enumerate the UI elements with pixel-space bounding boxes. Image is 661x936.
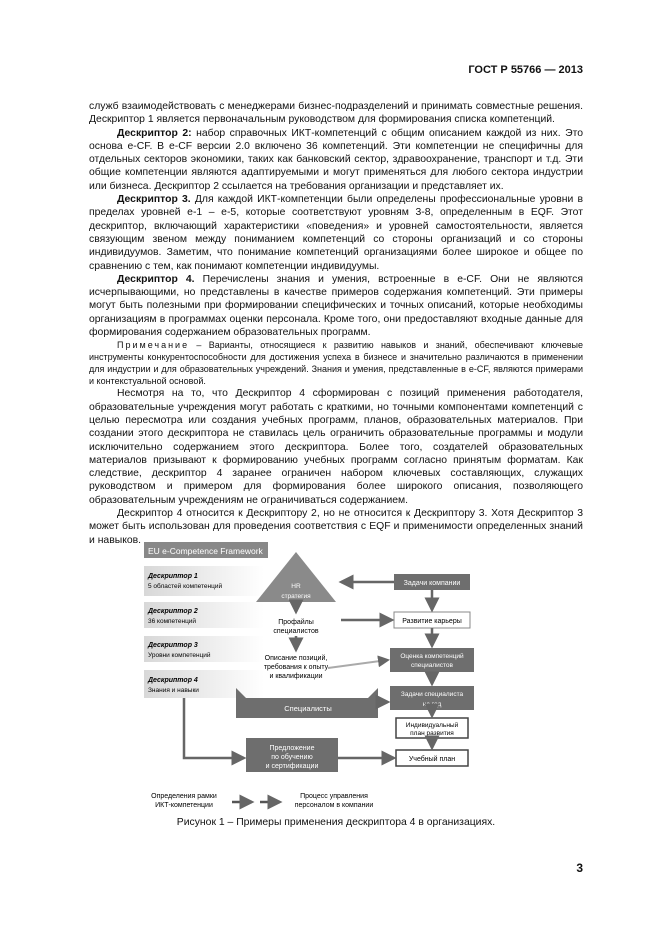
specialists-label: Специалисты xyxy=(284,704,332,713)
assessment-link-arrow xyxy=(328,660,388,668)
assessment-line-1: Оценка компетенций xyxy=(400,653,464,660)
descriptor-3-title: Дескриптор 3. xyxy=(117,194,191,206)
descriptor-4-title: Дескриптор 4 xyxy=(148,677,198,684)
offer-line-2: по обучению xyxy=(271,754,313,761)
description-line-3: и квалификации xyxy=(269,673,323,680)
descriptor-3-title: Дескриптор 3 xyxy=(148,642,198,649)
individual-plan-line-2: план развития xyxy=(410,730,454,737)
page-number: 3 xyxy=(576,861,583,875)
legend-left-2: ИКТ-компетенции xyxy=(155,802,213,809)
individual-plan-line-1: Индивидуальный xyxy=(405,722,459,729)
descriptor-2-sub: 36 компетенций xyxy=(148,618,197,625)
career-label: Развитие карьеры xyxy=(402,618,462,625)
figure-caption: Рисунок 1 – Примеры применения дескриптора 4 в организациях. xyxy=(176,817,496,828)
descriptor-2-title: Дескриптор 2 xyxy=(148,608,198,615)
paragraph-6: Дескриптор 4 относится к Дескриптору 2, но не относится к Дескриптору 3. Хотя Дескриптор 3 может быть использован для проведения соответствия с EQF и применимости определенных знаний и навыков. xyxy=(89,508,583,546)
profiles-label-2: специалистов xyxy=(273,628,319,635)
offer-line-3: и сертификации xyxy=(265,763,319,770)
study-plan-label: Учебный план xyxy=(408,756,456,763)
note-text: – Варианты, относящиеся к развитию навыков и знаний, обеспечивают ключевые инструменты конкурентоспособности для достижения успеха в бизнесе и значительно различаются в применении для индустрии и для образовательных учреждений. Знания и умения, представленные в e-CF, являются примерами и контекстуальной основой. xyxy=(89,340,583,387)
description-line-1: Описание позиций, xyxy=(264,655,328,662)
specialist-tasks-line-2: на год xyxy=(422,701,442,708)
descriptor-2-title: Дескриптор 2: xyxy=(117,127,192,139)
framework-title: EU e-Competence Framework xyxy=(148,546,263,556)
profiles-label: Профайлы xyxy=(278,619,314,626)
descriptor-3-sub: Уровни компетенций xyxy=(148,652,211,659)
company-tasks-label: Задачи компании xyxy=(403,580,461,587)
descriptor-2-text: набор справочных ИКТ-компетенций с общим описанием каждой из них. Это основа e-CF. В e-CF версии 2.0 включено 36 компетенций. Эти компетенции не специфичны для отдельных секторов экономики, таких как банковский сектор, здравоохранение, транспорт и т.д. Эти общие компетенции являются адаптируемыми и могут применяться для любого сектора индустрии или бизнеса. Дескриптор 2 ссылается на требования организации и представляет их. xyxy=(89,127,583,192)
assessment-line-2: специалистов xyxy=(411,662,453,669)
description-line-2: требования к опыту xyxy=(263,664,329,671)
descriptor-1-band xyxy=(144,566,264,596)
specialist-tasks-line-1: Задачи специалиста xyxy=(400,691,464,698)
note-paragraph xyxy=(89,339,583,387)
offer-line-1: Предложение xyxy=(269,745,315,752)
descriptor-4-text: Перечислены знания и умения, встроенные в e-CF. Они не являются исчерпывающими, но представлены в качестве примеров содержания компетенций. Эти примеры могут быть полезными при формировании специфических и точных описаний, которые необходимы организациям в программах оценки персонала. Кроме того, они предоставляют входные данные для формирования содержанием образовательных программ. xyxy=(89,273,583,339)
paragraph-descriptor-2 xyxy=(89,127,583,193)
hr-label: HR xyxy=(291,583,301,590)
paragraph-5: Несмотря на то, что Дескриптор 4 сформирован с позиций применения работодателя, образовательные учреждения могут работать с краткими, но точными компонентами компетенций с целью пересмотра или создания учебных программ, планов, образовательных материалов. При создании этого дескриптора не ставилась цель ограничить образовательные программы и модули исключительно содержанием этого дескриптора. Более того, создателей образовательных материалов призывают к формированию учебных программ согласно принятым форматам. Как следствие, дескриптор 4 заранее ограничен набором ключевых составляющих, служащих руководством и примером для формирования более широкого описания, позволяющего образовательным учреждениям не ограничиваться содержанием. xyxy=(89,388,583,506)
descriptor-4-sub: Знания и навыки xyxy=(148,687,199,694)
descriptor-4-title: Дескриптор 4. xyxy=(117,273,195,285)
body-text xyxy=(89,100,583,547)
descriptor-1-sub: 5 областей компетенций xyxy=(148,583,223,590)
note-label: Примечание xyxy=(117,340,190,351)
legend-right-2: персоналом в компании xyxy=(294,802,374,809)
paragraph-descriptor-3 xyxy=(89,193,583,273)
paragraph-1: служб взаимодействовать с менеджерами бизнес-подразделений и принимать совместные решения. Дескриптор 1 является первоначальным руководством для формирования списка компетенций. xyxy=(89,101,583,126)
figure-diagram xyxy=(136,540,526,832)
paragraph-descriptor-4 xyxy=(89,273,583,339)
document-header: ГОСТ Р 55766 — 2013 xyxy=(468,64,583,76)
hr-strategy-label: стратегия xyxy=(281,593,311,600)
legend-left-1: Определения рамки xyxy=(151,793,217,800)
legend-right-1: Процесс управления xyxy=(300,793,368,800)
descriptor-1-title: Дескриптор 1 xyxy=(148,573,198,580)
descriptor-3-text: Для каждой ИКТ-компетенции были определены профессиональные уровни в пределах уровней e-1 – e-5, которые соответствуют уровням 3-8, определенным в EQF. Этот дескриптор, включающий характеристики «поведения» и уровней самостоятельности, является связующим звеном между пониманием компетенций со стороны организаций и со стороны индивидуумов. Заметим, что понимание компетенций организациями более широкое и общее по сравнению с тем, как понимают компетенции индивидуумы. xyxy=(89,194,583,272)
